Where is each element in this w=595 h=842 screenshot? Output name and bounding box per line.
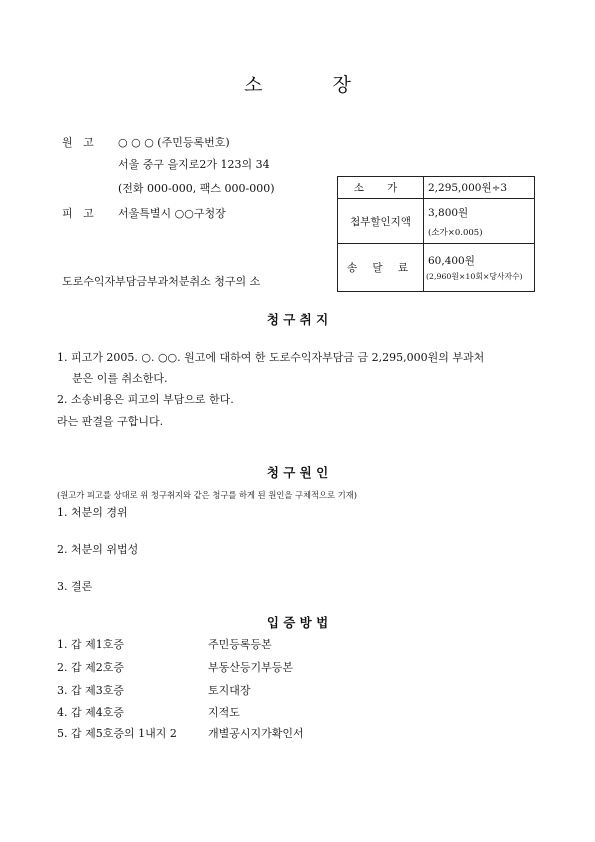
defendant-label-a: 피 <box>62 207 73 220</box>
fee-value-delivery <box>424 244 535 292</box>
evidence-item-4-num: 4. 갑 제4호증 <box>57 706 124 719</box>
evidence-item-1-desc: 주민등록등본 <box>208 638 272 651</box>
fee-label-value-text: 소 가 <box>353 182 408 194</box>
defendant-label <box>62 205 94 221</box>
claim-purpose-heading: 청 구 취 지 <box>266 312 329 327</box>
fee-table <box>337 176 535 292</box>
plaintiff-contact: (전화 000-000, 팩스 000-000) <box>118 182 275 195</box>
case-name: 도로수익자부담금부과처분취소 청구의 소 <box>62 275 261 288</box>
claim-cause-heading: 청 구 원 인 <box>266 465 329 480</box>
fee-value-value: 2,295,000원÷3 <box>424 177 535 199</box>
fee-label-value <box>338 177 424 199</box>
evidence-item-3-desc: 토지대장 <box>208 684 251 697</box>
plaintiff-name: ○ ○ ○ (주민등록번호) <box>118 136 230 149</box>
title-right: 장 <box>332 74 351 96</box>
evidence-item-5-num: 5. 갑 제5호증의 1내지 2 <box>57 727 177 740</box>
evidence-heading: 입 증 방 법 <box>266 615 329 630</box>
title-left: 소 <box>244 74 263 96</box>
claim-cause-item-2: 2. 처분의 위법성 <box>57 543 139 556</box>
evidence-item-2-desc: 부동산등기부등본 <box>208 661 294 674</box>
fee-stamp-note: (소가×0.005) <box>428 227 483 238</box>
plaintiff-label-a: 원 <box>62 136 73 149</box>
fee-row-delivery <box>338 244 535 292</box>
evidence-item-5-desc: 개별공시지가확인서 <box>208 727 304 740</box>
evidence-item-4-desc: 지적도 <box>208 706 240 719</box>
claim-cause-note: (원고가 피고를 상대로 위 청구취지와 같은 청구를 하게 된 원인을 구체적으로 기재) <box>57 490 357 500</box>
evidence-item-2-num: 2. 갑 제2호증 <box>57 661 124 674</box>
claim-purpose-closing: 라는 판결을 구합니다. <box>57 415 164 428</box>
claim-purpose-item1-line2: 분은 이를 취소한다. <box>72 372 168 385</box>
claim-purpose-item2: 2. 소송비용은 피고의 부담으로 한다. <box>57 393 234 406</box>
fee-row-value <box>338 177 535 199</box>
fee-label-stamp: 첩부할인지액 <box>338 199 424 244</box>
evidence-item-1-num: 1. 갑 제1호증 <box>57 638 124 651</box>
fee-delivery-note: (2,960원×10회×당사자수) <box>426 272 523 281</box>
defendant-label-b: 고 <box>83 207 94 220</box>
fee-delivery-amount: 60,400원 <box>428 255 475 267</box>
fee-label-delivery-text: 송 달 료 <box>346 262 415 274</box>
document-title <box>0 70 595 97</box>
fee-label-delivery <box>338 244 424 292</box>
fee-stamp-amount: 3,800원 <box>428 206 469 219</box>
fee-row-stamp <box>338 199 535 244</box>
plaintiff-label <box>62 134 94 150</box>
evidence-item-3-num: 3. 갑 제3호증 <box>57 684 124 697</box>
fee-value-stamp <box>424 199 535 244</box>
plaintiff-address: 서울 중구 을지로2가 123의 34 <box>118 158 270 171</box>
claim-cause-item-1: 1. 처분의 경위 <box>57 506 128 519</box>
defendant-name: 서울특별시 ○○구청장 <box>118 207 226 220</box>
claim-purpose-item1-line1: 1. 피고가 2005. ○. ○○. 원고에 대하여 한 도로수익자부담금 금 2,295,000원의 부과처 <box>57 351 485 364</box>
plaintiff-label-b: 고 <box>83 136 94 149</box>
claim-cause-item-3: 3. 결론 <box>57 580 93 593</box>
